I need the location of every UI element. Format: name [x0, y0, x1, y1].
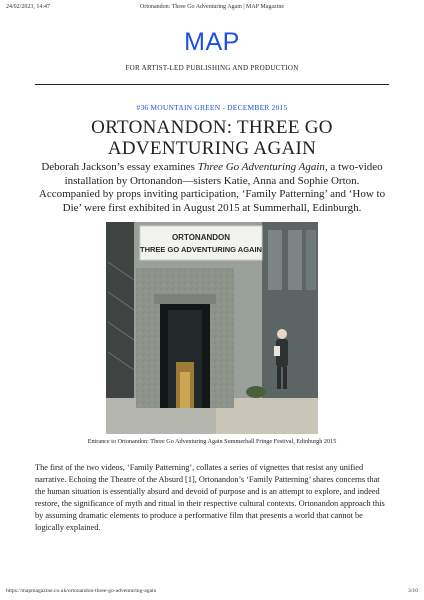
entrance-photo-illustration [106, 222, 318, 434]
article-photo [106, 222, 318, 434]
lede-suffix: , a two-video installation by Ortonandon—sisters Katie, Anna and Sophie Orton. Accompanied by props inviting participation, ‘Family Patterning’ and ‘How to Die’ were first exhibited in August 2015 at Summerhall, Edinburgh. [38, 161, 386, 214]
article-body-paragraph: The first of the two videos, ‘Family Patterning’, collates a series of vignettes that resist any unified narrative. Echoing the Theatre of the Absurd [1], Ortonandon’s ‘Family Patterning’ shares concerns that the human situation is essentially absurd and devoid of purpose and is an attempt to explore, and indeed restore, the significance of myth and ritual in their respective cultural contexts. Ortonandon approach this by assuming dramatic elements to produce a performative film that presents a world that cannot be logically explained. [35, 463, 385, 532]
masthead-divider [35, 84, 389, 85]
lede-prefix: Deborah Jackson’s essay examines [41, 161, 198, 173]
print-header [6, 4, 418, 10]
lede-work-title: Three Go Adventuring Again [197, 161, 325, 173]
photo-caption: Entrance to Ortonandon: Three Go Adventuring Again Summerhall Fringe Festival, Edinburgh 2015 [87, 438, 337, 445]
headline-line-2: ADVENTURING AGAIN [107, 138, 317, 159]
article-lede [38, 161, 386, 215]
site-logo[interactable]: MAP [184, 28, 240, 56]
sign-line-1: ORTONANDON [171, 233, 231, 242]
print-url: https://mapmagazine.co.uk/ortonandon-three-go-adventuring-again [6, 588, 157, 594]
print-footer [6, 588, 418, 594]
article-headline [0, 117, 424, 159]
site-tagline: FOR ARTIST-LED PUBLISHING AND PRODUCTION [125, 64, 299, 72]
print-datetime: 24/02/2023, 14:47 [6, 4, 51, 10]
print-page-number: 3/10 [408, 588, 418, 594]
issue-kicker-link[interactable]: #36 MOUNTAIN GREEN - DECEMBER 2015 [136, 103, 288, 112]
print-page-title: Ortonandon: Three Go Adventuring Again | MAP Magazine [139, 4, 284, 10]
headline-line-1: ORTONANDON: THREE GO [91, 117, 333, 138]
sign-line-2: THREE GO ADVENTURING AGAIN [140, 245, 262, 254]
